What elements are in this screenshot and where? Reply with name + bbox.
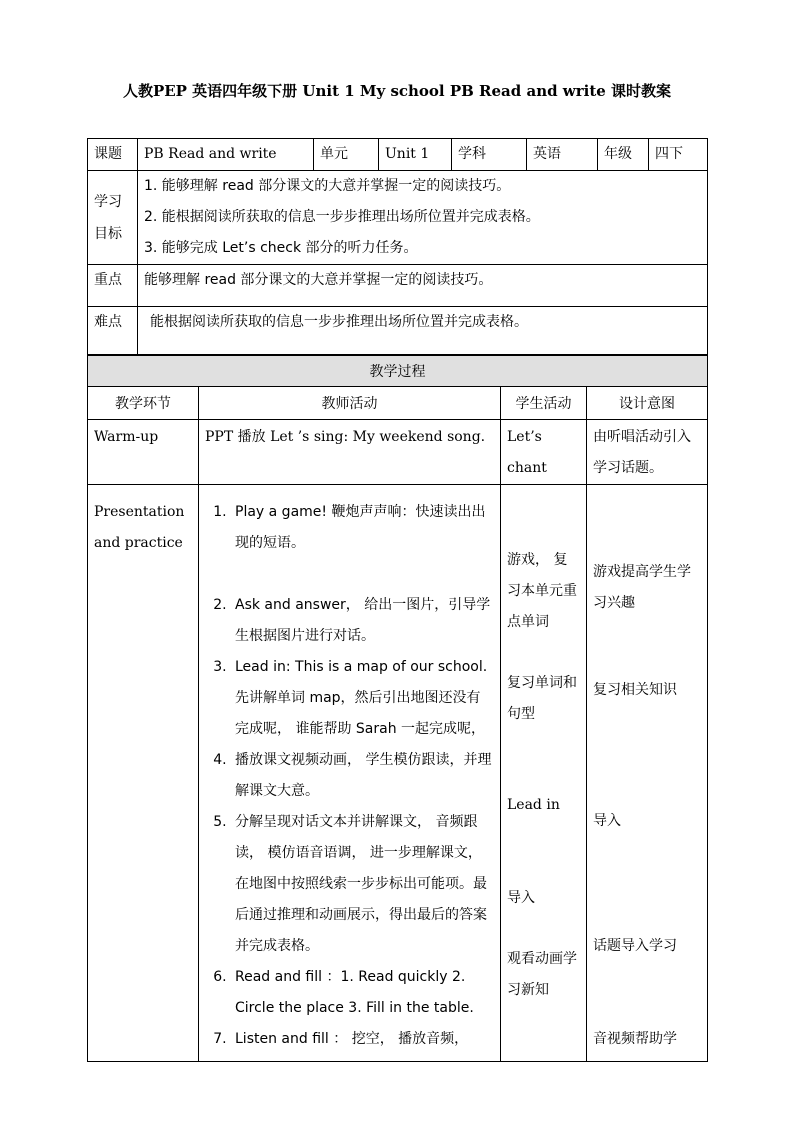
objectives-label-text: 学习目标: [94, 193, 122, 242]
design-intent-item: 导入: [593, 813, 621, 829]
student-activity-item: 观看动画学习新知: [507, 951, 577, 998]
warmup-stage: Warm-up: [88, 420, 199, 485]
objectives-label: [88, 171, 138, 265]
unit-value: Unit 1: [379, 139, 452, 171]
teacher-activity-item: 6. Read and fill ：1. Read quickly 2. Circle the place 3. Fill in the table.: [231, 962, 494, 1024]
teacher-activity-item: 7. Listen and fill ： 挖空， 播放音频，: [231, 1024, 494, 1055]
presentation-design: [587, 485, 708, 1062]
document-title: 人教PEP 英语四年级下册 Unit 1 My school PB Read and write 课时教案: [122, 82, 672, 100]
column-header: 教学环节: [88, 387, 199, 420]
difficulty-label: 难点: [88, 307, 138, 355]
presentation-stage-line: Presentation: [94, 504, 185, 520]
objective-item: 2. 能根据阅读所获取的信息一步步推理出场所位置并完成表格。: [144, 209, 540, 225]
column-header: 教师活动: [199, 387, 501, 420]
grade-value: 四下: [649, 139, 708, 171]
teacher-activity-item: 2. Ask and answer， 给出一图片，引导学生根据图片进行对话。: [231, 590, 494, 652]
student-activity-item: Lead in: [507, 797, 560, 813]
warmup-student: Let’s chant: [501, 420, 587, 485]
warmup-design: 由听唱活动引入学习话题。: [587, 420, 708, 485]
presentation-stage: [88, 485, 199, 1062]
presentation-student: [501, 485, 587, 1062]
course-value: PB Read and write: [138, 139, 314, 171]
unit-label: 单元: [314, 139, 379, 171]
student-activity-item: 导入: [507, 890, 535, 906]
design-intent-item: 音视频帮助学: [593, 1031, 677, 1047]
key-point-value: 能够理解 read 部分课文的大意并掌握一定的阅读技巧。: [138, 265, 708, 307]
objective-item: 1. 能够理解 read 部分课文的大意并掌握一定的阅读技巧。: [144, 178, 511, 194]
subject-label: 学科: [452, 139, 527, 171]
process-heading: 教学过程: [88, 356, 708, 387]
presentation-stage-line: and practice: [94, 535, 183, 551]
teacher-activity-item: 5. 分解呈现对话文本并讲解课文， 音频跟读， 模仿语音语调， 进一步理解课文， 在地图中按照线索一步步标出可能项。最后通过推理和动画展示，得出最后的答案并完成表格。: [231, 807, 494, 962]
lesson-info-table: [87, 138, 708, 355]
objectives-list: [138, 171, 708, 265]
objective-item: 3. 能够完成 Let’s check 部分的听力任务。: [144, 240, 418, 256]
grade-label: 年级: [598, 139, 649, 171]
warmup-teacher: PPT 播放 Let ’s sing: My weekend song.: [199, 420, 501, 485]
teacher-activity-item: 1. Play a game! 鞭炮声声响：快速读出出现的短语。: [231, 497, 494, 559]
difficulty-value: 能根据阅读所获取的信息一步步推理出场所位置并完成表格。: [138, 307, 708, 355]
course-label: 课题: [88, 139, 138, 171]
student-activity-item: 复习单词和句型: [507, 675, 577, 722]
design-intent-item: 话题导入学习: [593, 938, 677, 954]
subject-value: 英语: [527, 139, 598, 171]
key-point-label: 重点: [88, 265, 138, 307]
design-intent-item: 复习相关知识: [593, 682, 677, 698]
teacher-activity-item: 3. Lead in: This is a map of our school. 先讲解单词 map，然后引出地图还没有完成呢， 谁能帮助 Sarah 一起完成呢，: [231, 652, 494, 745]
design-intent-item: 游戏提高学生学习兴趣: [593, 564, 691, 611]
teacher-activity-item: 4. 播放课文视频动画， 学生模仿跟读，并理解课文大意。: [231, 745, 494, 807]
column-header: 学生活动: [501, 387, 587, 420]
student-activity-item: 游戏， 复习本单元重点单词: [507, 552, 577, 630]
teaching-process-table: [87, 355, 708, 1062]
column-header: 设计意图: [587, 387, 708, 420]
presentation-teacher: [199, 485, 501, 1062]
